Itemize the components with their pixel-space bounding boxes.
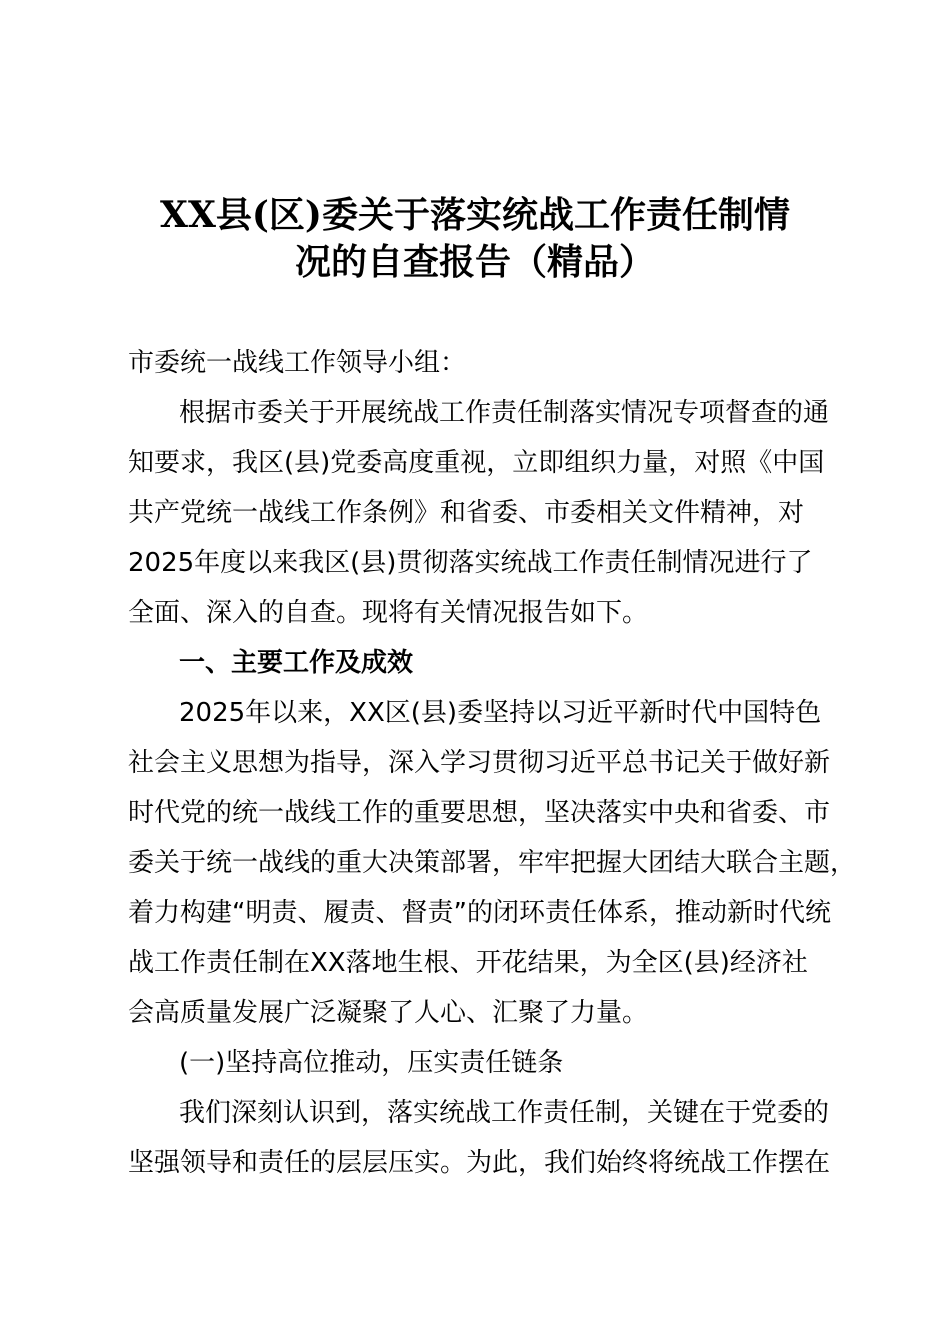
- intro-line-2: 知要求，我区(县)党委高度重视，立即组织力量，对照《中国: [128, 448, 825, 478]
- intro-line-3: 共产党统一战线工作条例》和省委、市委相关文件精神，对: [128, 498, 805, 528]
- section-1-heading: 一、主要工作及成效: [179, 648, 414, 678]
- section-1-line-3: 时代党的统一战线工作的重要思想，坚决落实中央和省委、市: [128, 798, 831, 828]
- subsection-1-heading: (一)坚持高位推动，压实责任链条: [179, 1048, 564, 1078]
- section-1-line-1: 2025年以来，XX区(县)委坚持以习近平新时代中国特色: [179, 698, 822, 728]
- section-1-line-4: 委关于统一战线的重大决策部署，牢牢把握大团结大联合主题，: [128, 848, 857, 878]
- section-1-line-7: 会高质量发展广泛凝聚了人心、汇聚了力量。: [128, 998, 649, 1028]
- document-title-line-1: XX县(区)委关于落实统战工作责任制情: [160, 194, 790, 236]
- section-1-line-2: 社会主义思想为指导，深入学习贯彻习近平总书记关于做好新: [128, 748, 831, 778]
- intro-line-1: 根据市委关于开展统战工作责任制落实情况专项督查的通: [179, 398, 830, 428]
- subsection-1-line-1: 我们深刻认识到，落实统战工作责任制，关键在于党委的: [179, 1098, 830, 1128]
- subsection-1-line-2: 坚强领导和责任的层层压实。为此，我们始终将统战工作摆在: [128, 1148, 831, 1178]
- recipient-line: 市委统一战线工作领导小组：: [128, 348, 467, 378]
- section-1-line-6: 战工作责任制在XX落地生根、开花结果，为全区(县)经济社: [128, 948, 808, 978]
- intro-line-5: 全面、深入的自查。现将有关情况报告如下。: [128, 598, 649, 628]
- section-1-line-5: 着力构建“明责、履责、督责”的闭环责任体系，推动新时代统: [128, 898, 831, 928]
- intro-line-4: 2025年度以来我区(县)贯彻落实统战工作责任制情况进行了: [128, 548, 813, 578]
- document-title-line-2: 况的自查报告（精品）: [294, 241, 655, 283]
